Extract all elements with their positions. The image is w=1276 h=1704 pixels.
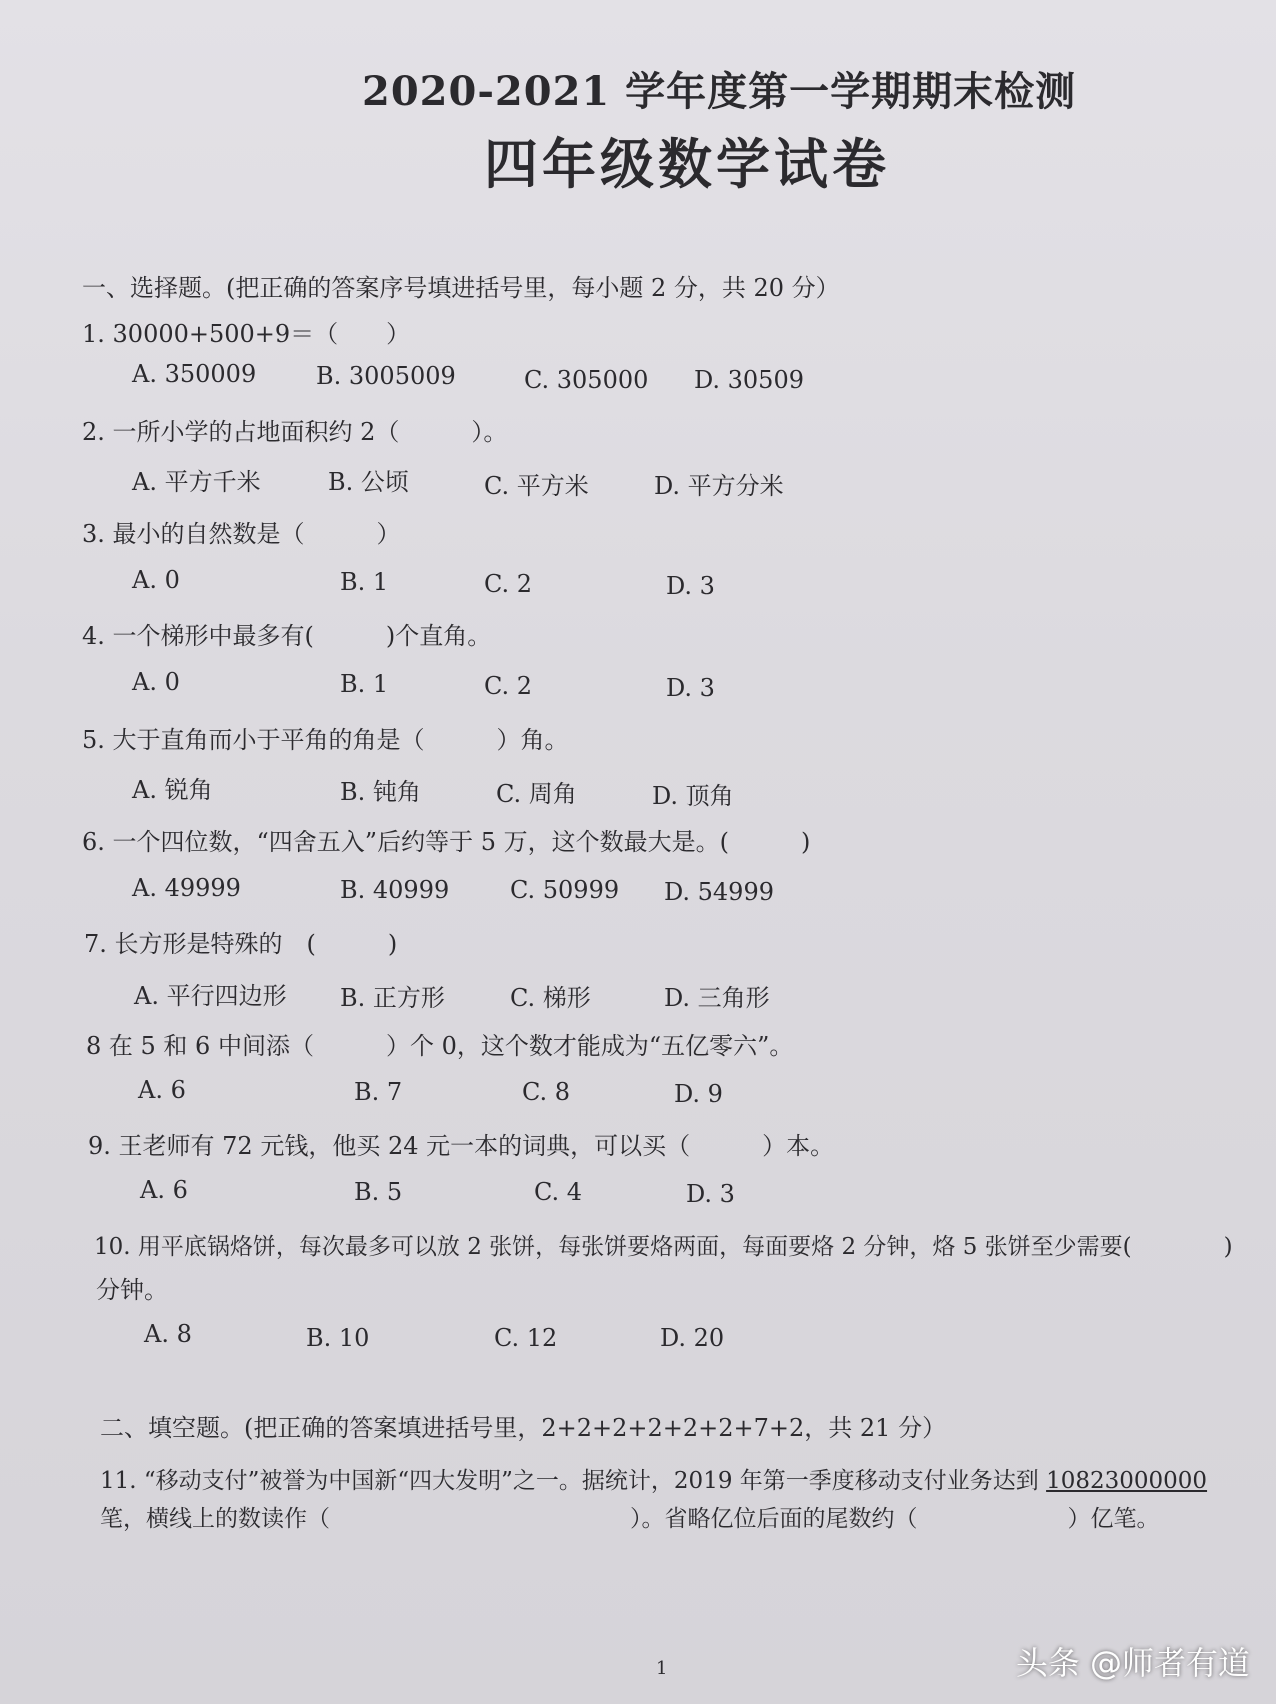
q7-option-b: B. 正方形 <box>340 984 445 1012</box>
q6-option-d: D. 54999 <box>664 878 774 906</box>
question-11-number: 10823000000 <box>1046 1468 1208 1494</box>
q7-option-c: C. 梯形 <box>510 984 591 1012</box>
question-11-read-prompt: 笔，横线上的数读作（ <box>100 1506 330 1532</box>
q7-option-a: A. 平行四边形 <box>134 982 287 1010</box>
question-7: 7. 长方形是特殊的 ( ) <box>84 930 398 958</box>
q2-option-a: A. 平方千米 <box>132 468 261 496</box>
q6-option-a: A. 49999 <box>132 874 241 902</box>
q6-option-c: C. 50999 <box>510 876 620 904</box>
question-1: 1. 30000+500+9＝（ ） <box>82 320 411 348</box>
question-3: 3. 最小的自然数是（ ） <box>82 520 401 548</box>
q6-option-b: B. 40999 <box>340 876 450 904</box>
q10-option-c: C. 12 <box>494 1324 558 1352</box>
q3-option-d: D. 3 <box>666 572 715 600</box>
q5-option-d: D. 顶角 <box>652 782 734 810</box>
q1-option-a: A. 350009 <box>132 360 257 388</box>
q1-option-c: C. 305000 <box>524 366 649 394</box>
question-11 <box>100 1462 1207 1495</box>
question-6: 6. 一个四位数，“四舍五入”后约等于 5 万，这个数最大是。( ) <box>82 828 811 856</box>
q2-option-b: B. 公顷 <box>328 468 409 496</box>
question-9: 9. 王老师有 72 元钱，他买 24 元一本的词典，可以买（ ）本。 <box>88 1132 835 1160</box>
q4-option-b: B. 1 <box>340 670 389 698</box>
q1-option-d: D. 30509 <box>694 366 804 394</box>
question-5: 5. 大于直角而小于平角的角是（ ）角。 <box>82 726 569 754</box>
q10-option-b: B. 10 <box>306 1324 370 1352</box>
q10-option-a: A. 8 <box>144 1320 192 1348</box>
q4-option-a: A. 0 <box>132 668 180 696</box>
q3-option-b: B. 1 <box>340 568 389 596</box>
q9-option-d: D. 3 <box>686 1180 735 1208</box>
q5-option-a: A. 锐角 <box>132 776 213 804</box>
q9-option-c: C. 4 <box>534 1178 583 1206</box>
question-11-round-prompt: ）。省略亿位后面的尾数约（ <box>630 1506 918 1532</box>
q2-option-d: D. 平方分米 <box>654 472 784 500</box>
section2-heading: 二、填空题。(把正确的答案填进括号里，2+2+2+2+2+2+7+2，共 21 分） <box>100 1414 947 1442</box>
q3-option-c: C. 2 <box>484 570 533 598</box>
q8-option-d: D. 9 <box>674 1080 723 1108</box>
q3-option-a: A. 0 <box>132 566 180 594</box>
q2-option-c: C. 平方米 <box>484 472 589 500</box>
question-4: 4. 一个梯形中最多有( )个直角。 <box>82 622 492 650</box>
question-10: 10. 用平底锅烙饼，每次最多可以放 2 张饼，每张饼要烙两面，每面要烙 2 分钟，烙 5 张饼至少需要( ) <box>94 1234 1233 1260</box>
q9-option-a: A. 6 <box>140 1176 188 1204</box>
question-8: 8 在 5 和 6 中间添（ ）个 0，这个数才能成为“五亿零六”。 <box>86 1032 794 1060</box>
exam-title-subject: 四年级数学试卷 <box>484 132 890 196</box>
question-10-line2: 分钟。 <box>96 1276 168 1304</box>
q5-option-b: B. 钝角 <box>340 778 421 806</box>
watermark: 头条 @师者有道 <box>1015 1644 1250 1682</box>
q1-option-b: B. 3005009 <box>316 362 456 390</box>
q9-option-b: B. 5 <box>354 1178 403 1206</box>
q5-option-c: C. 周角 <box>496 780 577 808</box>
question-11-text: 11. “移动支付”被誉为中国新“四大发明”之一。据统计，2019 年第一季度移动支付业务达到 <box>100 1468 1039 1494</box>
q7-option-d: D. 三角形 <box>664 984 770 1012</box>
q8-option-b: B. 7 <box>354 1078 403 1106</box>
question-11-unit: ）亿笔。 <box>1067 1506 1160 1532</box>
q8-option-a: A. 6 <box>138 1076 186 1104</box>
question-2: 2. 一所小学的占地面积约 2（ ）。 <box>82 418 508 446</box>
question-11-line2 <box>100 1500 1160 1533</box>
q4-option-c: C. 2 <box>484 672 533 700</box>
q8-option-c: C. 8 <box>522 1078 571 1106</box>
q4-option-d: D. 3 <box>666 674 715 702</box>
page-number: 1 <box>656 1658 668 1679</box>
section1-heading: 一、选择题。(把正确的答案序号填进括号里，每小题 2 分，共 20 分） <box>82 274 840 302</box>
exam-title-term: 2020-2021 学年度第一学期期末检测 <box>362 68 1077 115</box>
q10-option-d: D. 20 <box>660 1324 725 1352</box>
